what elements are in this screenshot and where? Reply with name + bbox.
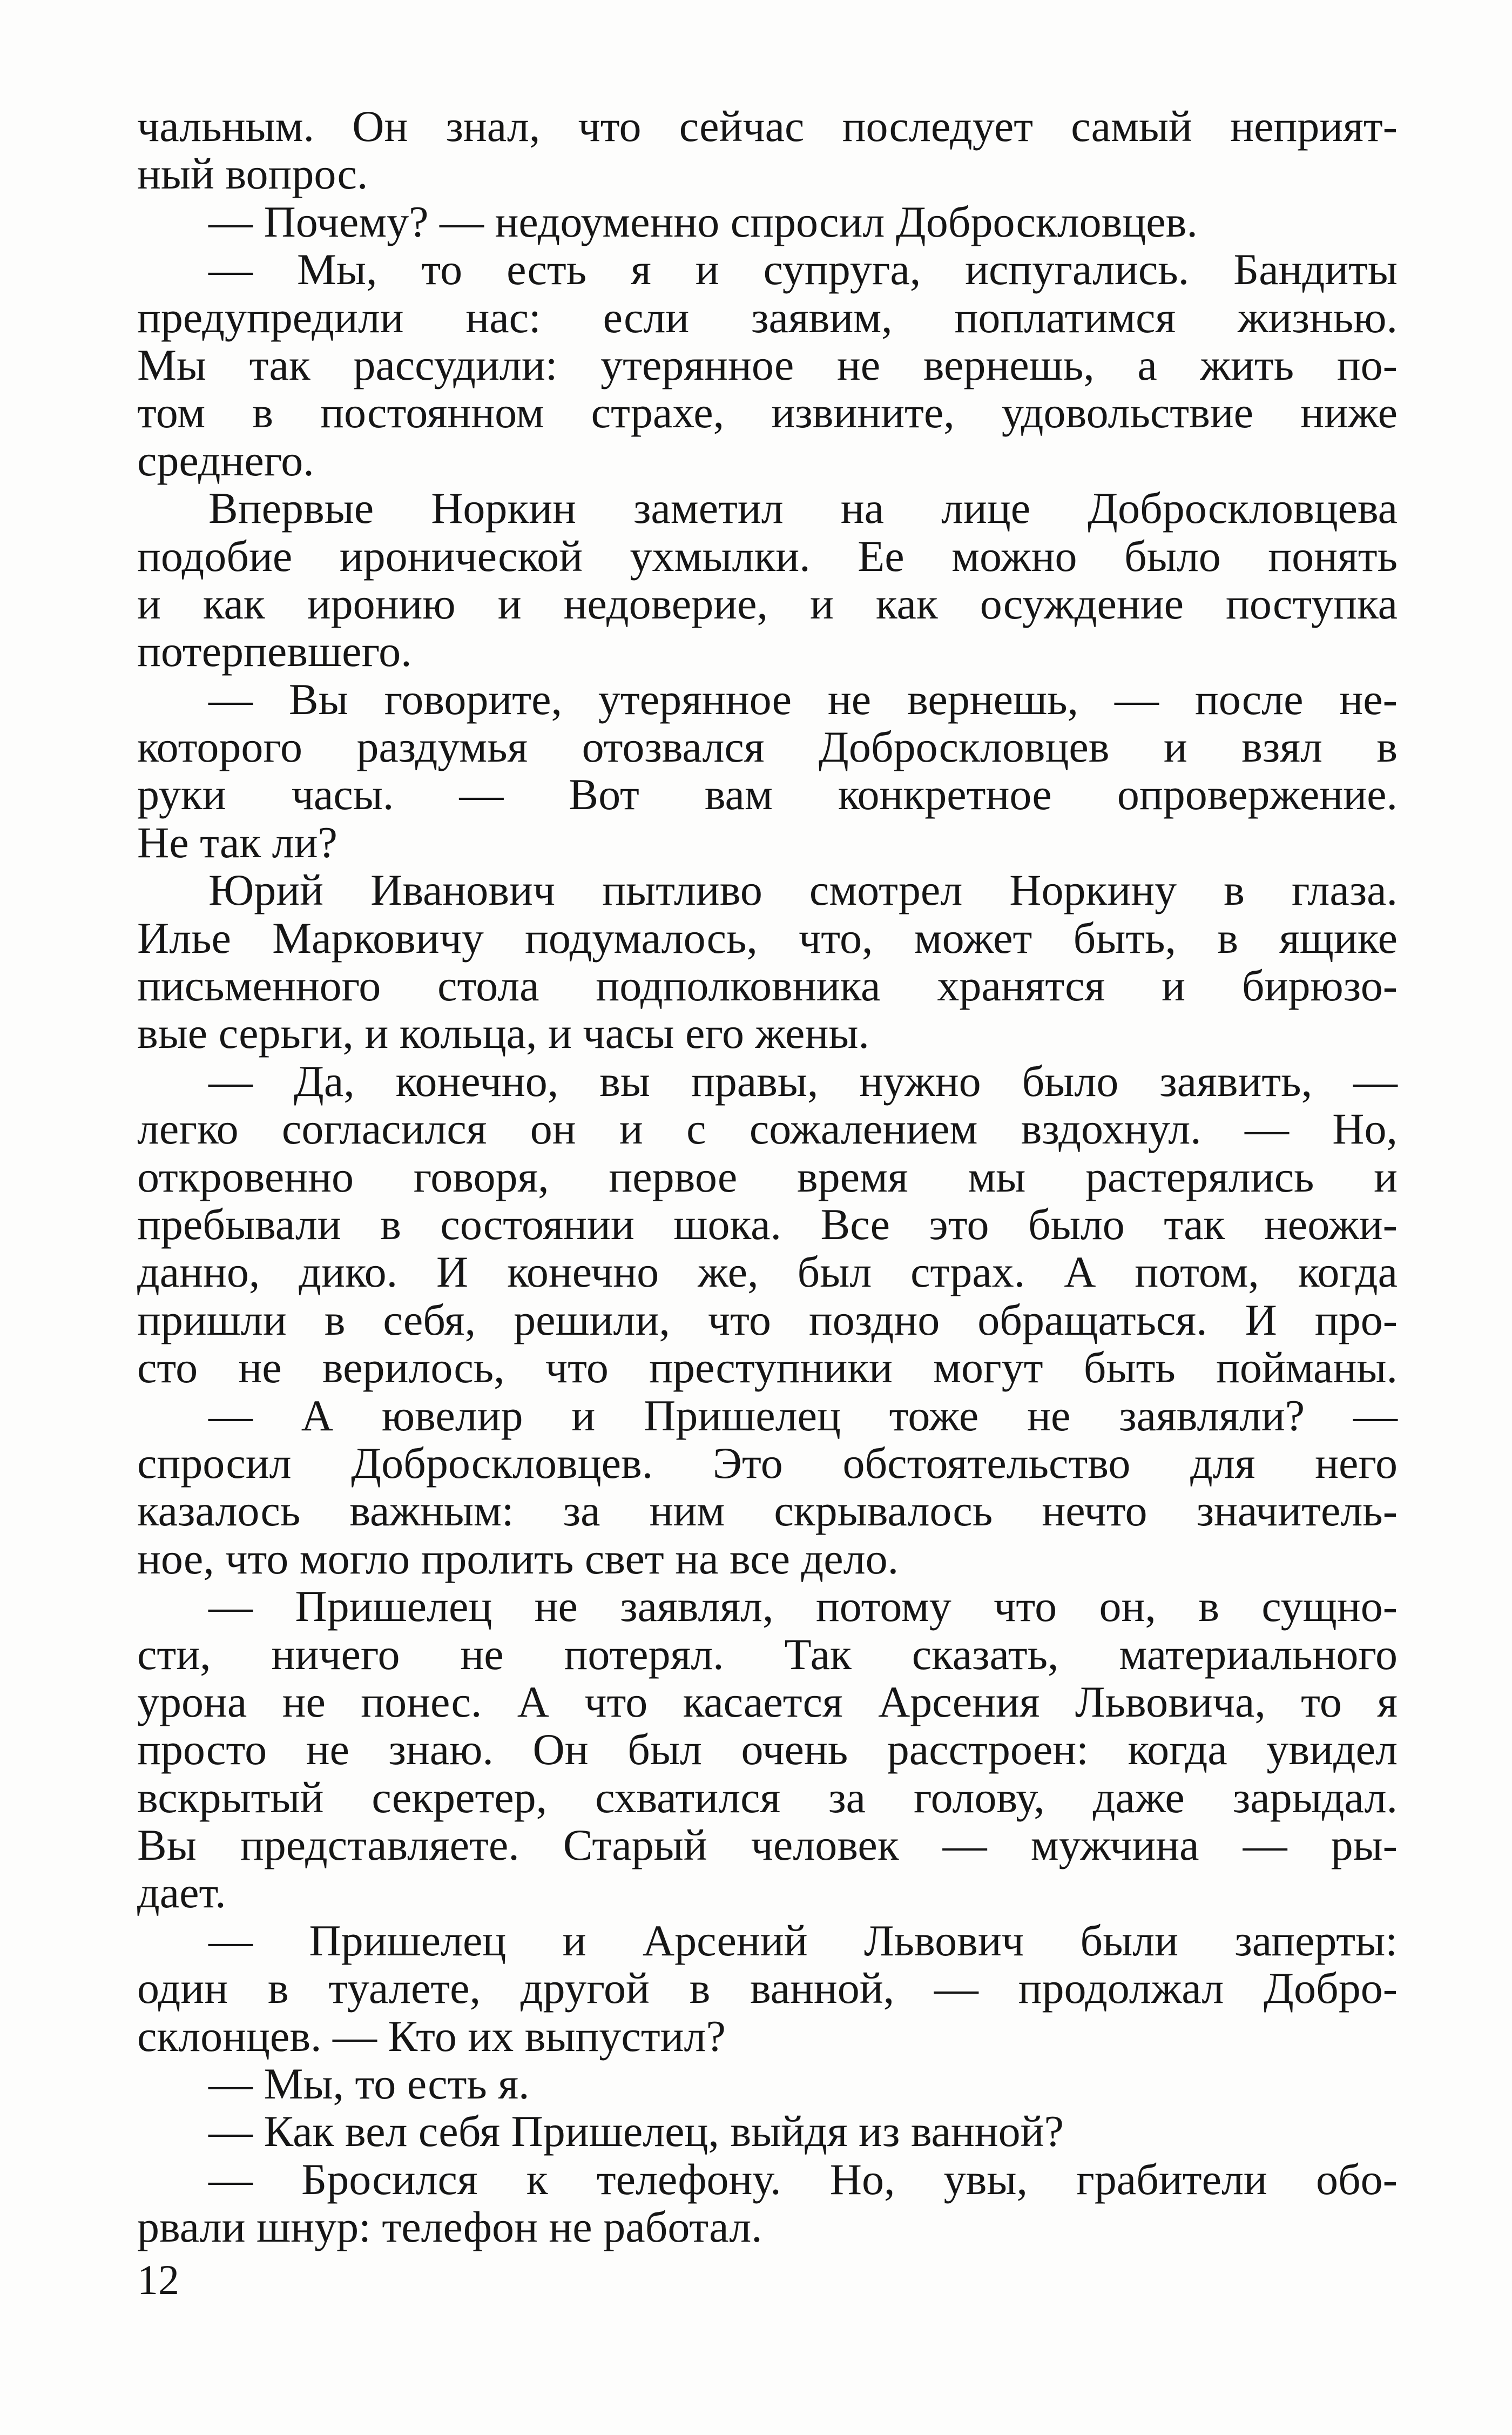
text-line: — Пришелец не заявлял, потому что он, в сущно- <box>208 1582 1398 1631</box>
text-line: и как иронию и недоверие, и как осуждение поступка <box>137 579 1398 628</box>
text-line: — Пришелец и Арсений Львович были заперты: <box>208 1915 1398 1965</box>
text-line: вые серьги, и кольца, и часы его жены. <box>137 1008 869 1058</box>
text-line: один в туалете, другой в ванной, — продолжал Добро- <box>137 1963 1398 2013</box>
text-line: — Почему? — недоуменно спросил Доброскловцев. <box>208 197 1198 246</box>
text-line: сти, ничего не потерял. Так сказать, материального <box>137 1629 1398 1679</box>
text-line: урона не понес. А что касается Арсения Львовича, то я <box>137 1677 1398 1726</box>
text-line: — Вы говорите, утерянное не вернешь, — после не- <box>208 674 1398 724</box>
text-line: подобие иронической ухмылки. Ее можно было понять <box>137 531 1398 581</box>
text-line: среднего. <box>137 435 314 485</box>
text-line: которого раздумья отозвался Доброскловцев и взял в <box>137 722 1398 772</box>
text-line: Мы так рассудили: утерянное не вернешь, а жить по- <box>137 340 1398 389</box>
page-number: 12 <box>137 2256 179 2303</box>
text-line: — Как вел себя Пришелец, выйдя из ванной? <box>208 2107 1064 2156</box>
text-line: потерпевшего. <box>137 627 412 676</box>
text-line: Впервые Норкин заметил на лице Доброскловцева <box>208 483 1398 533</box>
text-line: Юрий Иванович пытливо смотрел Норкину в глаза. <box>208 865 1398 915</box>
text-line: ное, что могло пролить свет на все дело. <box>137 1533 899 1583</box>
text-line: Илье Марковичу подумалось, что, может быть, в ящике <box>137 913 1398 963</box>
text-line: руки часы. — Вот вам конкретное опровержение. <box>137 770 1398 819</box>
text-line: предупредили нас: если заявим, поплатимся жизнью. <box>137 292 1398 342</box>
text-line: дает. <box>137 1868 226 1918</box>
text-line: чальным. Он знал, что сейчас последует самый неприят- <box>137 102 1398 151</box>
text-line: спросил Доброскловцев. Это обстоятельство для него <box>137 1438 1398 1488</box>
text-line: вскрытый секретер, схватился за голову, даже зарыдал. <box>137 1772 1398 1822</box>
text-line: данно, дико. И конечно же, был страх. А потом, когда <box>137 1247 1398 1297</box>
text-line: пребывали в состоянии шока. Все это было так неожи- <box>137 1199 1398 1249</box>
text-line: — Да, конечно, вы правы, нужно было заявить, — <box>208 1056 1398 1106</box>
text-line: Вы представляете. Старый человек — мужчина — ры- <box>137 1820 1398 1870</box>
text-line: рвали шнур: телефон не работал. <box>137 2202 762 2252</box>
text-line: — Мы, то есть я. <box>208 2059 530 2109</box>
text-line: просто не знаю. Он был очень расстроен: когда увидел <box>137 1725 1398 1774</box>
text-line: пришли в себя, решили, что поздно обращаться. И про- <box>137 1295 1398 1344</box>
body-text <box>137 103 1398 2251</box>
text-line: — А ювелир и Пришелец тоже не заявляли? — <box>208 1390 1398 1440</box>
text-line: — Мы, то есть я и супруга, испугались. Бандиты <box>208 245 1398 294</box>
text-line: письменного стола подполковника хранятся и бирюзо- <box>137 961 1398 1011</box>
text-line: казалось важным: за ним скрывалось нечто значитель- <box>137 1486 1398 1536</box>
text-line: склонцев. — Кто их выпустил? <box>137 2011 726 2061</box>
text-line: том в постоянном страхе, извините, удовольствие ниже <box>137 388 1398 438</box>
text-line: Не так ли? <box>137 817 338 867</box>
text-line: легко согласился он и с сожалением вздохнул. — Но, <box>137 1104 1398 1154</box>
text-line: ный вопрос. <box>137 149 368 199</box>
text-line: откровенно говоря, первое время мы растерялись и <box>137 1152 1398 1201</box>
text-line: сто не верилось, что преступники могут быть пойманы. <box>137 1343 1398 1393</box>
text-line: — Бросился к телефону. Но, увы, грабители обо- <box>208 2154 1398 2204</box>
